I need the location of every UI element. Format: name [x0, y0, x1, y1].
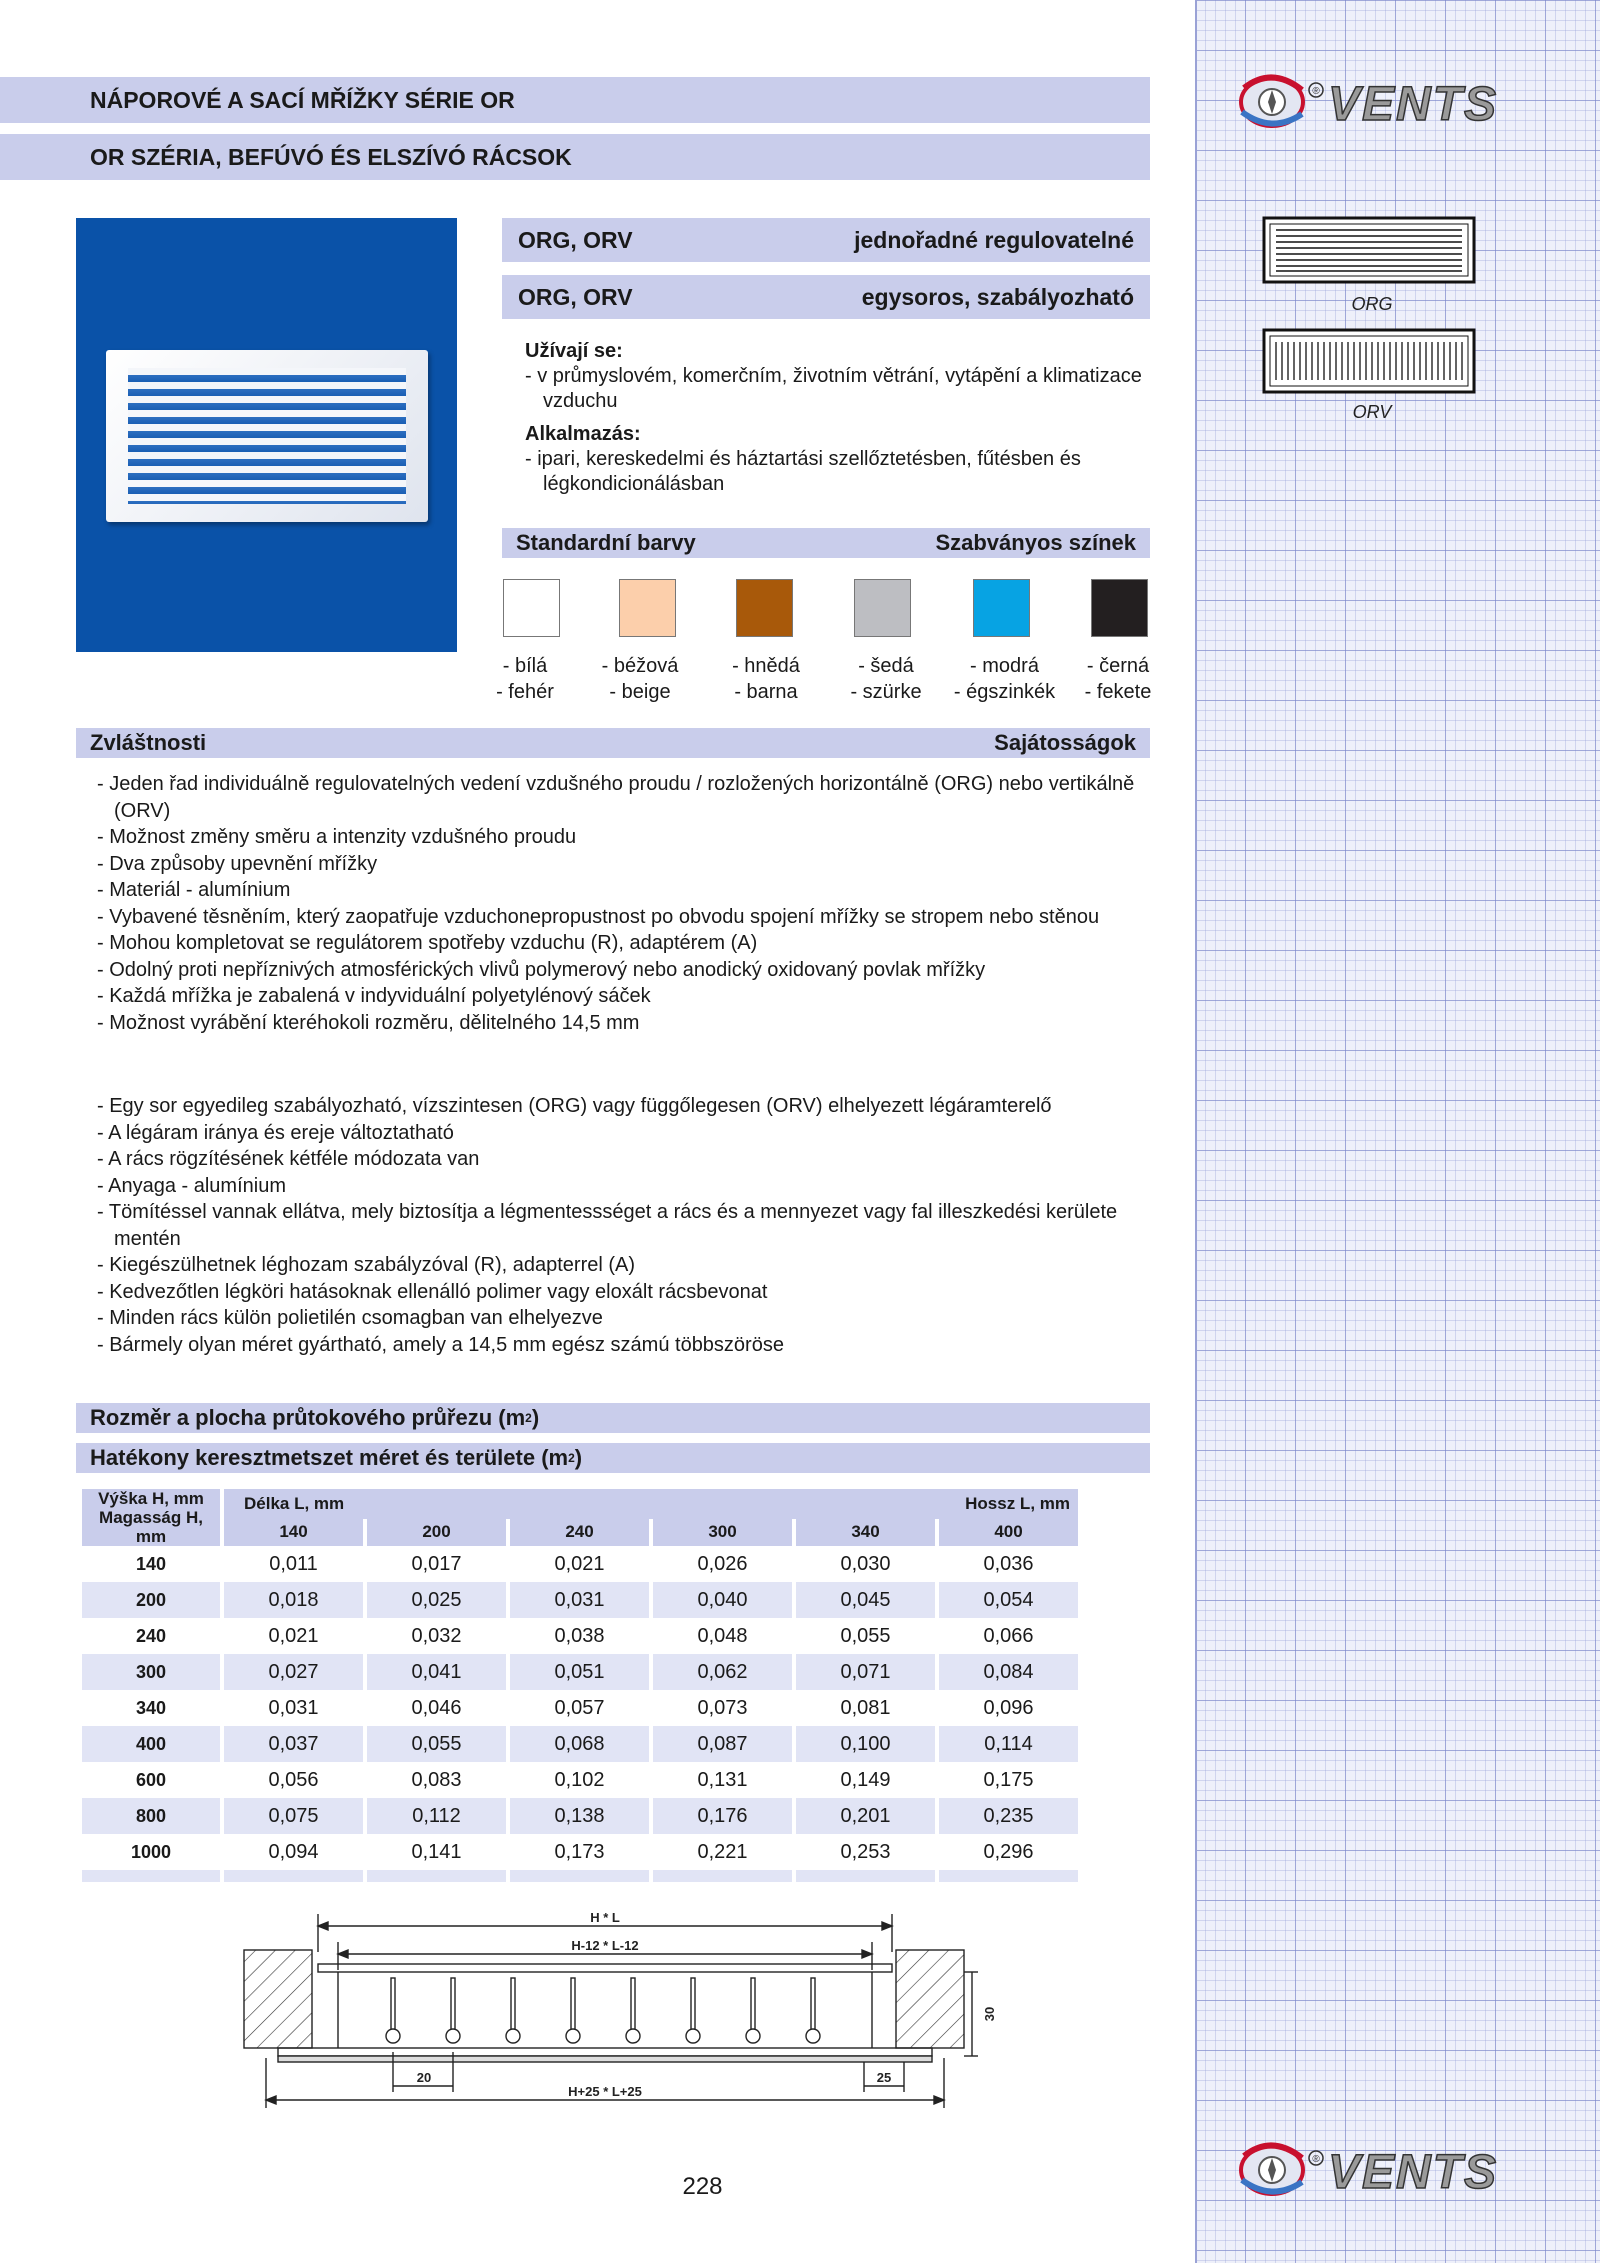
list-item: - Egy sor egyedileg szabályozható, vízszintesen (ORG) vagy függőlegesen (ORV) elhelyezett légáramterelő — [97, 1095, 1052, 1117]
blade-pivot — [446, 2029, 460, 2043]
table-cell: 0,045 — [796, 1582, 935, 1618]
table-cell: 0,026 — [697, 1552, 748, 1575]
features-list-cz — [97, 771, 1157, 1036]
list-item: - Kiegészülhetnek léghozam szabályzóval (R), adapterrel (A) — [97, 1254, 636, 1276]
usage-heading-cz: Užívají se: — [525, 340, 623, 362]
table-cell: 0,055 — [840, 1624, 891, 1647]
list-item: - Kedvezőtlen légköri hatásoknak ellenálló polimer vagy eloxált rácsbevonat — [97, 1280, 768, 1303]
table-cell: 0,017 — [411, 1552, 462, 1575]
page-title-cz: NÁPOROVÉ A SACÍ MŘÍŽKY SÉRIE OR — [90, 86, 515, 113]
table-cell: 0,041 — [367, 1654, 506, 1690]
length-header: Délka L, mm Hossz L, mm — [224, 1489, 1078, 1519]
table-cell: 0,066 — [983, 1624, 1034, 1647]
table-cell: 0,081 — [840, 1696, 891, 1719]
table-cell: 0,100 — [796, 1726, 935, 1762]
dim-label-inner: H-12 * L-12 — [571, 1938, 639, 1953]
table-cell: 0,048 — [697, 1624, 748, 1647]
row-height-value: 340 — [135, 1697, 167, 1718]
colors-heading-hu: Szabványos színek — [935, 530, 1136, 555]
height-column-header: Výška H, mm Magasság H, mm — [82, 1489, 220, 1546]
blade-pivot — [746, 2029, 760, 2043]
features-heading-cz: Zvláštnosti — [90, 730, 207, 755]
features-bar — [76, 728, 1150, 758]
color-label-white: - bílá - fehér — [496, 655, 554, 703]
row-height-value: 1000 — [130, 1841, 172, 1862]
list-item: - Jeden řad individuálně regulovatelných vedení vzdušného proudu / rozložených horizontálně (ORG) nebo vertikálně (ORV) — [97, 773, 1135, 822]
table-cell: 0,056 — [268, 1768, 319, 1791]
model-bar-hu — [502, 275, 1150, 319]
color-label-black: - černá - fekete — [1084, 655, 1152, 703]
list-item: - Bármely olyan méret gyártható, amely a 14,5 mm egész számú többszöröse — [97, 1333, 784, 1356]
blade — [571, 1978, 575, 2030]
grille-image — [106, 350, 428, 522]
blade-pivot — [806, 2029, 820, 2043]
model-name-hu: ORG, ORV — [518, 283, 633, 310]
list-item: - Materiál - alumínium — [97, 879, 291, 901]
org-diagram-icon — [1264, 218, 1474, 282]
row-height-value: 240 — [135, 1625, 167, 1646]
table-footer-stripe — [82, 1870, 1078, 1882]
table-cell: 0,068 — [510, 1726, 649, 1762]
org-label: ORG — [1351, 294, 1393, 314]
table-cell: 0,141 — [411, 1840, 462, 1863]
table-cell: 0,031 — [510, 1582, 649, 1618]
table-cell: 0,084 — [939, 1654, 1078, 1690]
list-item: - A légáram iránya és ereje változtatható — [97, 1121, 454, 1144]
color-label-brown: - hnědá - barna — [732, 655, 800, 703]
blade — [691, 1978, 695, 2030]
table-cell: 0,075 — [224, 1798, 363, 1834]
table-row — [82, 1546, 1078, 1582]
list-item: - Tömítéssel vannak ellátva, mely biztosítja a légmentessséget a rács és a mennyezet vagy fal illeszkedési kerülete mentén — [97, 1201, 1118, 1250]
orv-diagram-icon — [1264, 330, 1474, 392]
table-cell: 0,036 — [983, 1552, 1034, 1575]
color-swatch-black — [1091, 579, 1148, 637]
table-cell: 0,114 — [939, 1726, 1078, 1762]
blade — [511, 1978, 515, 2030]
table-cell: 0,018 — [224, 1582, 363, 1618]
page-title-hu: OR SZÉRIA, BEFÚVÓ ÉS ELSZÍVÓ RÁCSOK — [90, 143, 572, 170]
table-cell: 0,175 — [983, 1768, 1034, 1791]
row-height-value: 200 — [82, 1582, 220, 1618]
column-header: 240 — [510, 1519, 649, 1546]
table-cell: 0,038 — [554, 1624, 605, 1647]
table-cell: 0,046 — [411, 1696, 462, 1719]
list-item: - A rács rögzítésének kétféle módozata van — [97, 1148, 480, 1170]
table-row — [82, 1798, 1078, 1834]
blade-pivot — [686, 2029, 700, 2043]
blade — [811, 1978, 815, 2030]
model-desc-cz: jednořadné regulovatelné — [854, 226, 1134, 253]
table-title-hu: Hatékony keresztmetszet méret és területe (m 2 ) — [76, 1443, 1150, 1473]
row-height-value: 300 — [82, 1654, 220, 1690]
table-cell: 0,071 — [796, 1654, 935, 1690]
mounting-drawing — [238, 1908, 998, 2128]
list-item: - Možnost vyrábění kteréhokoli rozměru, dělitelného 14,5 mm — [97, 1011, 640, 1034]
blade-pivot — [566, 2029, 580, 2043]
blade — [391, 1978, 395, 2030]
page-number: 228 — [682, 2173, 723, 2200]
usage-text-cz: - v průmyslovém, komerčním, životním větrání, vytápění a klimatizace vzduchu — [525, 365, 1142, 412]
blade-pivot — [626, 2029, 640, 2043]
table-cell: 0,031 — [268, 1696, 319, 1719]
title-bar-hu — [0, 134, 1150, 180]
dim-label-30: 30 — [982, 2006, 997, 2022]
table-cell: 0,253 — [840, 1840, 891, 1863]
svg-text:®: ® — [1312, 2154, 1320, 2165]
color-label-blue: - modrá - égszinkék — [953, 655, 1056, 703]
table-cell: 0,173 — [554, 1840, 605, 1863]
color-swatch-grey — [854, 579, 911, 637]
table-cell: 0,021 — [554, 1552, 605, 1575]
model-name-cz: ORG, ORV — [518, 226, 633, 253]
table-cell: 0,131 — [697, 1768, 748, 1791]
svg-text:VENTS: VENTS — [1328, 78, 1499, 131]
table-cell: 0,040 — [653, 1582, 792, 1618]
usage-text-hu: - ipari, kereskedelmi és háztartási szellőztetésben, fűtésben és légkondicionálásban — [525, 448, 1081, 495]
column-header: 300 — [653, 1519, 792, 1546]
table-cell: 0,055 — [367, 1726, 506, 1762]
blade-pivot — [386, 2029, 400, 2043]
list-item: - Vybavené těsněním, který zaopatřuje vzduchonepropustnost po obvodu spojení mřížky se stropem nebo stěnou — [97, 905, 1100, 928]
table-cell: 0,296 — [983, 1840, 1034, 1863]
colors-heading-cz: Standardní barvy — [516, 530, 696, 555]
color-swatch-brown — [736, 579, 793, 637]
blade — [451, 1978, 455, 2030]
table-cell: 0,011 — [269, 1552, 318, 1575]
table-row — [82, 1618, 1078, 1654]
table-cell: 0,021 — [268, 1624, 319, 1647]
table-cell: 0,073 — [697, 1696, 748, 1719]
svg-text:VENTS: VENTS — [1328, 2146, 1499, 2199]
vents-logo-top — [1228, 68, 1563, 134]
dim-label-outer: H+25 * L+25 — [568, 2084, 642, 2099]
features-list-hu — [97, 1093, 1157, 1358]
table-row — [82, 1690, 1078, 1726]
row-height-value: 400 — [82, 1726, 220, 1762]
usage-section — [525, 339, 1145, 497]
list-item: - Anyaga - alumínium — [97, 1174, 286, 1197]
column-header: 400 — [939, 1519, 1078, 1546]
table-cell: 0,083 — [411, 1768, 462, 1791]
svg-text:®: ® — [1312, 86, 1320, 97]
table-cell: 0,032 — [411, 1624, 462, 1647]
usage-heading-hu: Alkalmazás: — [525, 423, 641, 445]
table-cell: 0,062 — [653, 1654, 792, 1690]
table-row — [82, 1762, 1078, 1798]
table-cell: 0,057 — [554, 1696, 605, 1719]
title-bar-cz — [0, 77, 1150, 123]
table-cell: 0,102 — [554, 1768, 605, 1791]
table-cell: 0,037 — [224, 1726, 363, 1762]
model-desc-hu: egysoros, szabályozható — [861, 283, 1134, 310]
row-height-value: 600 — [135, 1769, 167, 1790]
blade-pivot — [506, 2029, 520, 2043]
table-cell: 0,176 — [653, 1798, 792, 1834]
table-cell: 0,201 — [796, 1798, 935, 1834]
row-height-value: 140 — [135, 1553, 167, 1574]
dimensions-table — [78, 1489, 1082, 1882]
list-item: - Každá mřížka je zabalená v indyviduální polyetylénový sáček — [97, 985, 651, 1007]
color-label-grey: - šedá - szürke — [850, 655, 922, 703]
list-item: - Mohou kompletovat se regulátorem spotřeby vzduchu (R), adaptérem (A) — [97, 932, 758, 954]
table-cell: 0,235 — [939, 1798, 1078, 1834]
table-cell: 0,094 — [268, 1840, 319, 1863]
color-swatch-beige — [619, 579, 676, 637]
dim-label-hl: H * L — [590, 1910, 620, 1925]
dim-label-20: 20 — [416, 2070, 432, 2085]
column-header: 200 — [367, 1519, 506, 1546]
table-title-cz: Rozměr a plocha průtokového průřezu (m 2 ) — [76, 1403, 1150, 1433]
table-row — [82, 1726, 1078, 1762]
list-item: - Minden rács külön polietilén csomagban van elhelyezve — [97, 1307, 603, 1329]
table-cell: 0,112 — [367, 1798, 506, 1834]
product-photo — [76, 218, 457, 652]
table-cell: 0,027 — [224, 1654, 363, 1690]
colors-bar — [502, 528, 1150, 558]
column-header: 140 — [224, 1519, 363, 1546]
column-header: 340 — [796, 1519, 935, 1546]
table-cell: 0,138 — [510, 1798, 649, 1834]
table-row — [82, 1582, 1078, 1618]
list-item: - Dva způsoby upevnění mřížky — [97, 852, 378, 875]
list-item: - Odolný proti nepříznivých atmosférických vlivů polymerový nebo anodický oxidovaný povlak mřížky — [97, 958, 986, 981]
table-cell: 0,054 — [939, 1582, 1078, 1618]
table-cell: 0,221 — [697, 1840, 748, 1863]
table-cell: 0,149 — [840, 1768, 891, 1791]
row-height-value: 800 — [82, 1798, 220, 1834]
dim-label-25: 25 — [876, 2070, 892, 2085]
table-row — [82, 1834, 1078, 1870]
blade — [751, 1978, 755, 2030]
features-heading-hu: Sajátosságok — [994, 730, 1136, 755]
table-cell: 0,087 — [653, 1726, 792, 1762]
table-row — [82, 1654, 1078, 1690]
table-cell: 0,096 — [983, 1696, 1034, 1719]
org-orv-diagrams — [1262, 216, 1478, 426]
color-swatch-white — [503, 579, 560, 637]
table-cell: 0,030 — [840, 1552, 891, 1575]
color-label-beige: - béžová - beige — [601, 655, 679, 703]
model-bar-cz — [502, 218, 1150, 262]
orv-label: ORV — [1352, 402, 1392, 422]
blade — [631, 1978, 635, 2030]
table-cell: 0,025 — [367, 1582, 506, 1618]
list-item: - Možnost změny směru a intenzity vzdušného proudu — [97, 826, 577, 848]
table-cell: 0,051 — [510, 1654, 649, 1690]
color-swatch-blue — [973, 579, 1030, 637]
